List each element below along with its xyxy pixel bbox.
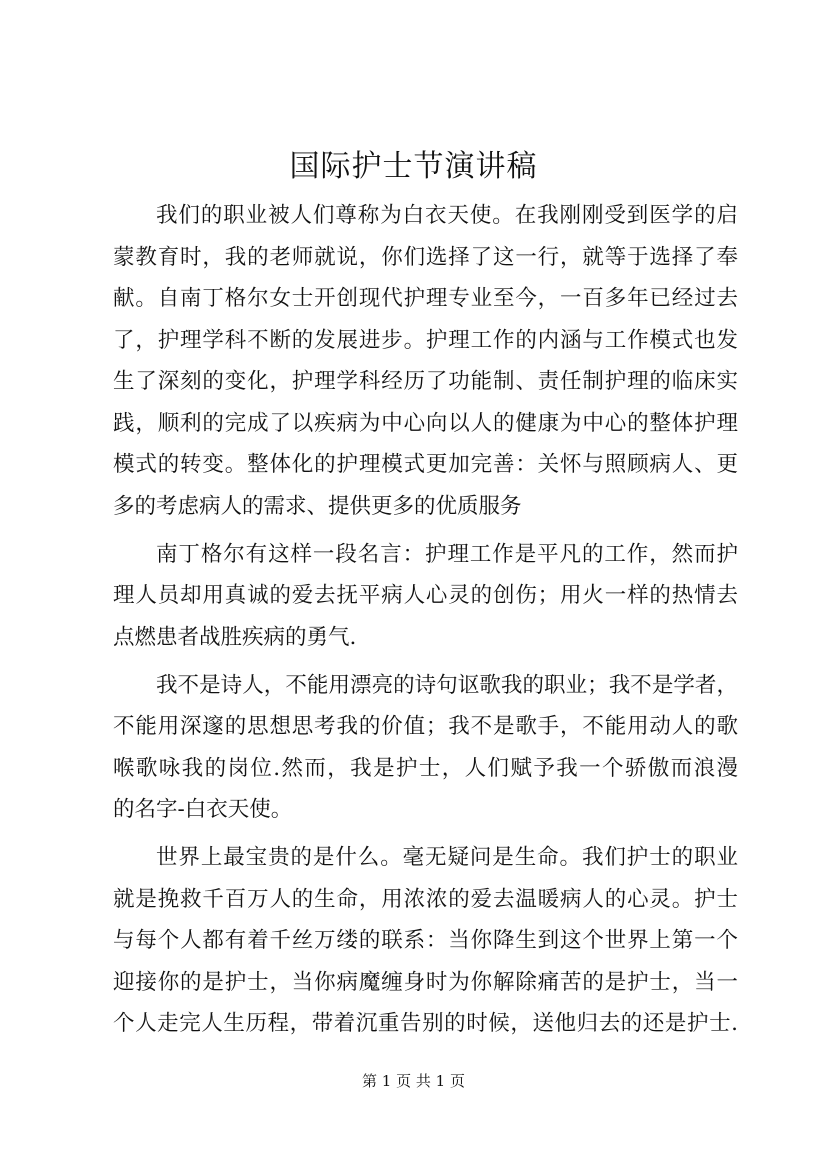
paragraph [113, 837, 738, 1045]
paragraph [113, 195, 738, 527]
text-line: 模式的转变。整体化的护理模式更加完善：关怀与照顾病人、更 [113, 452, 738, 477]
text-line: 蒙教育时，我的老师就说，你们选择了这一行，就等于选择了奉 [113, 244, 738, 270]
text-line: 点燃患者战胜疾病的勇气. [113, 624, 357, 650]
document-title: 国际护士节演讲稿 [289, 149, 538, 184]
text-line: 理人员却用真诚的爱去抚平病人心灵的创伤；用火一样的热情去 [113, 583, 738, 608]
paragraph [113, 665, 738, 831]
text-line: 多的考虑病人的需求、提供更多的优质服务 [113, 493, 522, 519]
text-line: 南丁格尔有这样一段名言：护理工作是平凡的工作，然而护 [156, 541, 738, 567]
text-line: 与每个人都有着千丝万缕的联系：当你降生到这个世界上第一个 [113, 928, 738, 953]
text-line: 个人走完人生历程，带着沉重告别的时候，送他归去的还是护士. [113, 1011, 738, 1036]
paragraph [113, 534, 738, 659]
text-line: 我不是诗人，不能用漂亮的诗句讴歌我的职业；我不是学者， [156, 672, 738, 698]
text-line: 世界上最宝贵的是什么。毫无疑问是生命。我们护士的职业 [156, 845, 738, 870]
text-line: 献。自南丁格尔女士开创现代护理专业至今，一百多年已经过去 [113, 286, 738, 311]
text-line: 喉歌咏我的岗位.然而，我是护士，人们赋予我一个骄傲而浪漫 [113, 755, 738, 781]
text-line: 迎接你的是护士，当你病魔缠身时为你解除痛苦的是护士，当一 [113, 969, 738, 995]
document-body [113, 195, 738, 1045]
text-line: 不能用深邃的思想思考我的价值；我不是歌手，不能用动人的歌 [113, 714, 738, 739]
text-line: 生了深刻的变化，护理学科经历了功能制、责任制护理的临床实 [113, 369, 738, 394]
text-line: 就是挽救千百万人的生命，用浓浓的爱去温暖病人的心灵。护士 [113, 886, 738, 912]
text-line: 我们的职业被人们尊称为白衣天使。在我刚刚受到医学的启 [156, 203, 738, 228]
text-line: 践，顺利的完成了以疾病为中心向以人的健康为中心的整体护理 [113, 410, 738, 436]
text-line: 的名字-白衣天使。 [113, 797, 293, 822]
text-line: 了，护理学科不断的发展进步。护理工作的内涵与工作模式也发 [113, 327, 738, 353]
page-footer: 第 1 页 共 1 页 [362, 1072, 465, 1090]
